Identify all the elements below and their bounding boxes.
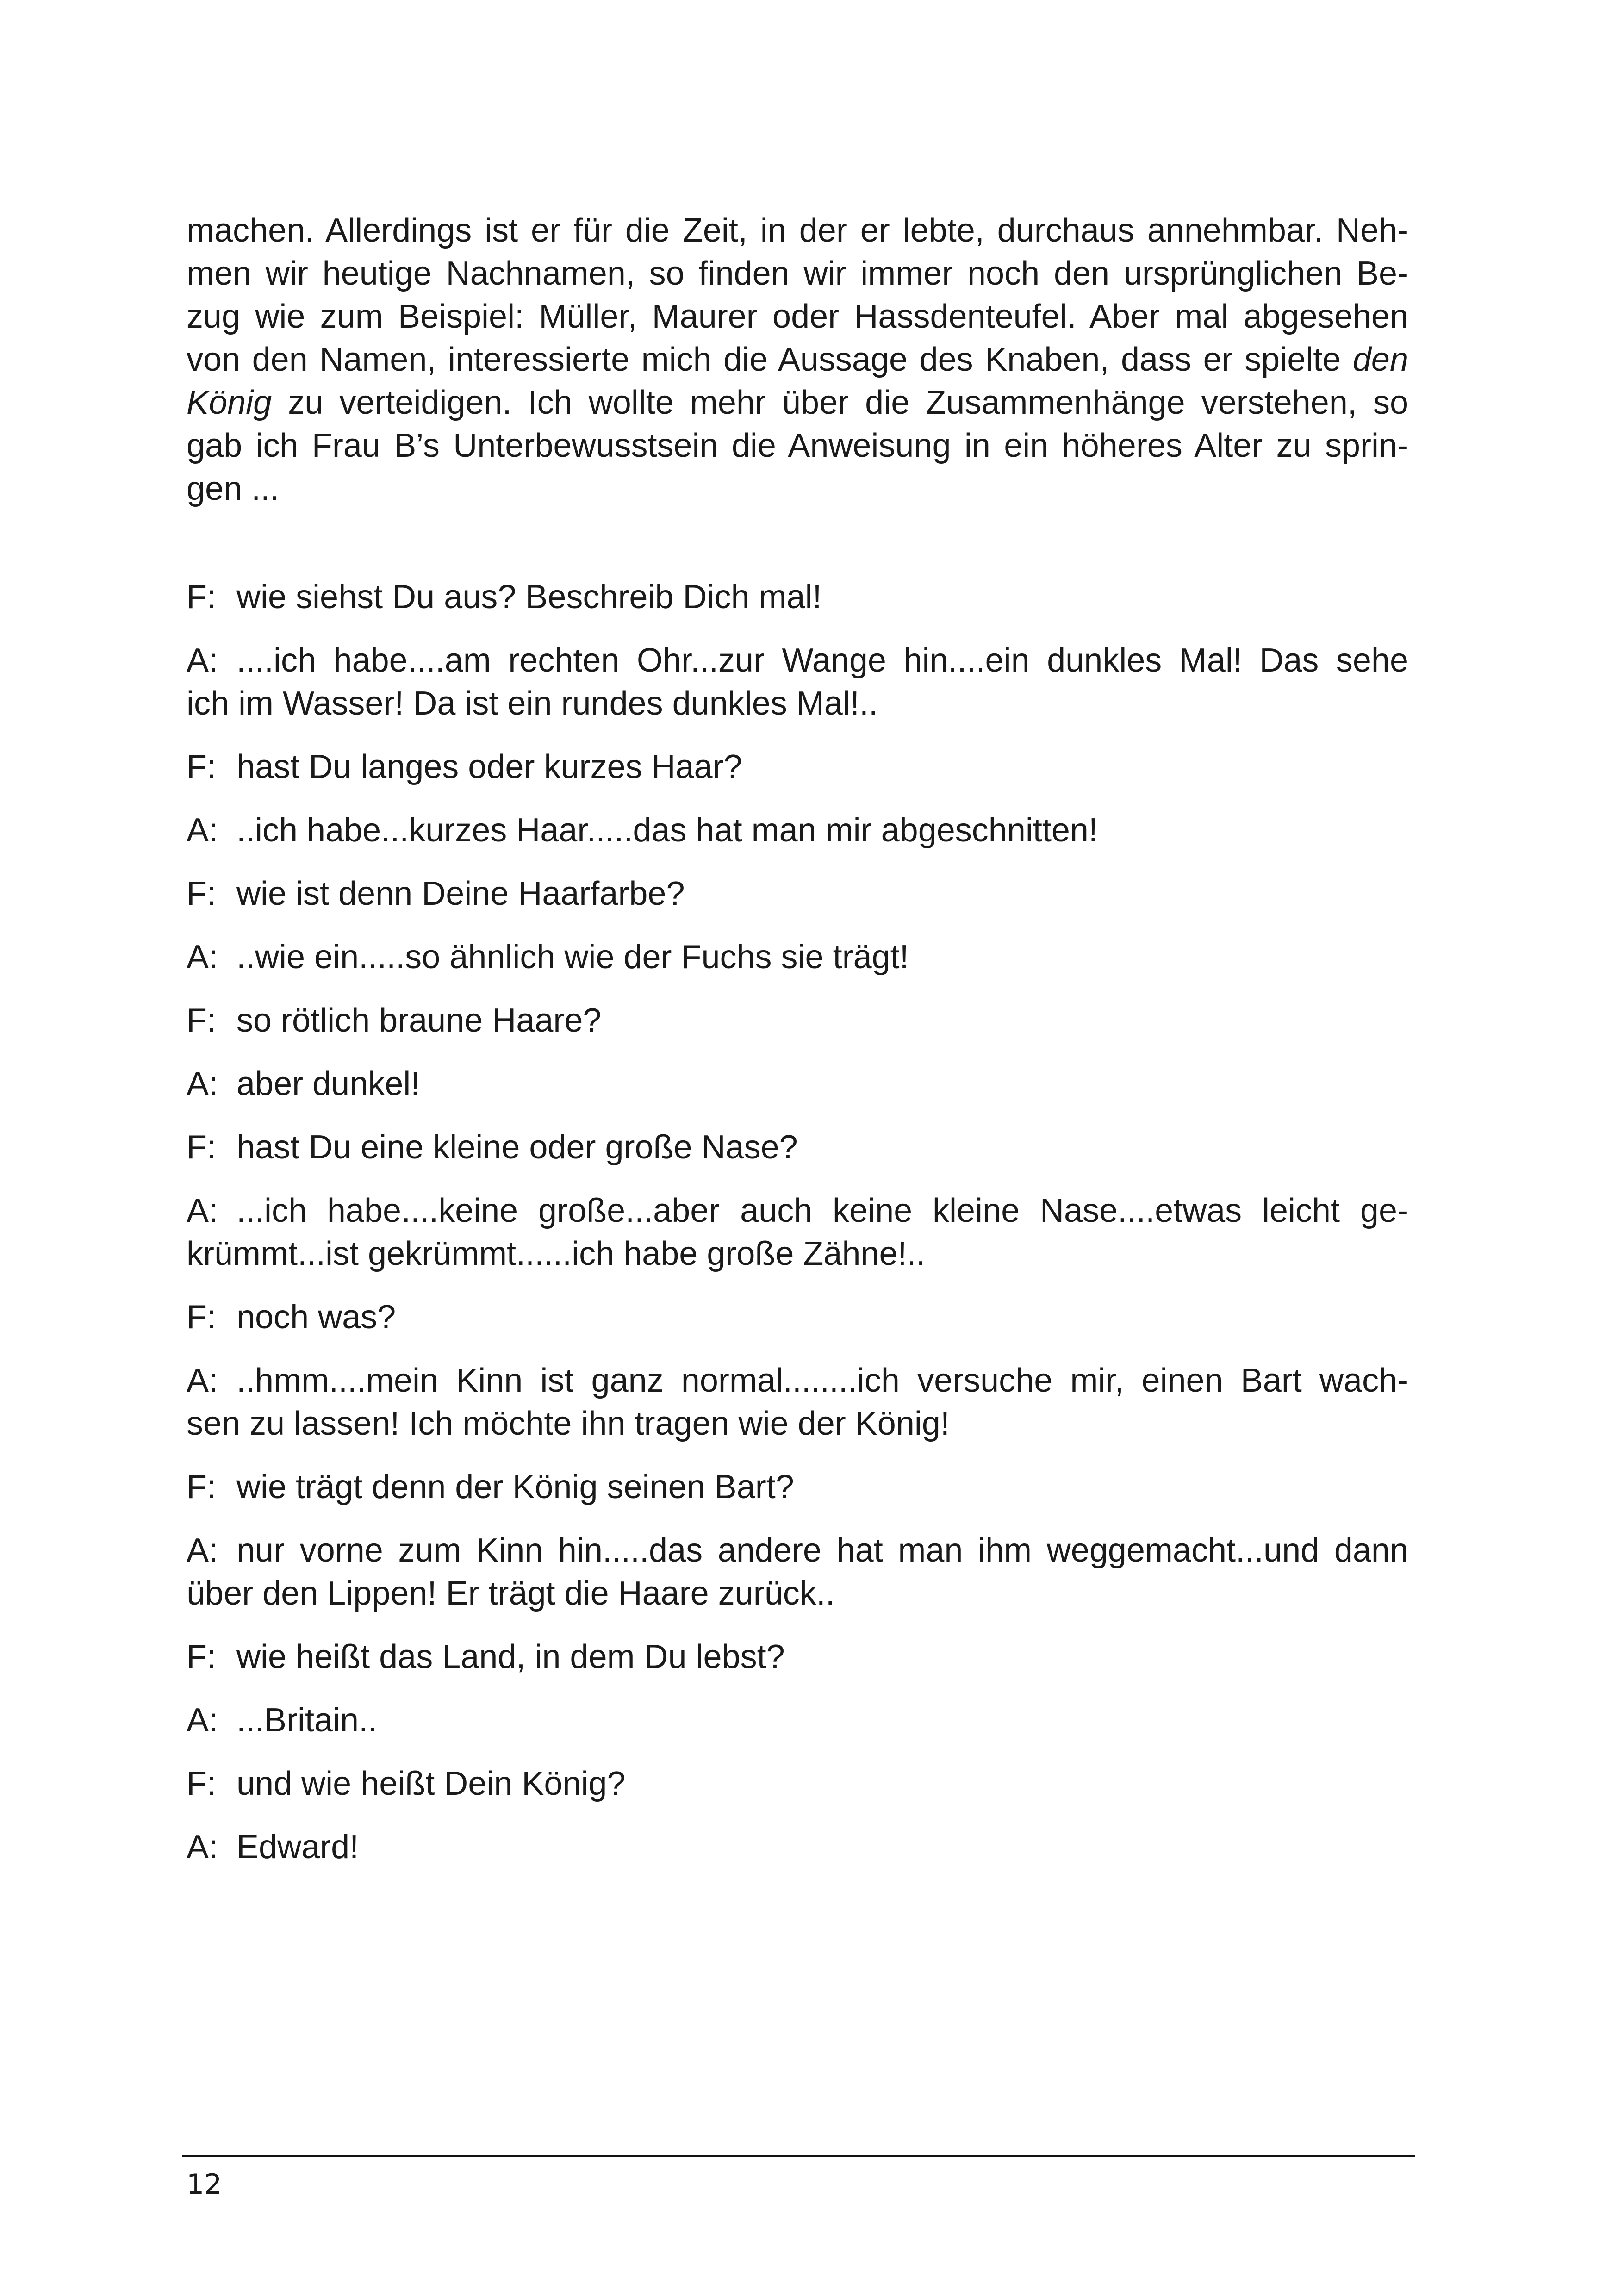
dialog-transcript [187, 576, 1408, 1889]
dialog-line [187, 1296, 1408, 1339]
dialog-turn [187, 639, 1408, 725]
speaker-label: F: [187, 579, 216, 616]
utterance-text: ...Britain.. [236, 1702, 378, 1739]
utterance-text: hast Du langes oder kurzes Haar? [236, 748, 742, 785]
utterance-text: wie siehst Du aus? Beschreib Dich mal! [236, 579, 822, 616]
dialog-turn [187, 936, 1408, 979]
dialog-line [187, 809, 1408, 852]
dialog-line [187, 1826, 1408, 1869]
dialog-line [187, 1699, 1408, 1742]
utterance-text: ..ich habe...kurzes Haar.....das hat man mir abgeschnitten! [236, 812, 1098, 849]
speaker-label: A: [187, 1829, 218, 1866]
utterance-text: ..hmm....mein Kinn ist ganz normal........ich versuche mir, einen Bart wach- [236, 1362, 1408, 1399]
footer-divider [182, 2155, 1415, 2157]
utterance-text: so rötlich braune Haare? [236, 1002, 602, 1039]
dialog-line [187, 1063, 1408, 1106]
dialog-line [187, 682, 1408, 725]
speaker-label: F: [187, 1468, 216, 1506]
intro-line-text: von den Namen, interessierte mich die Aussage des Knaben, dass er spielte [187, 341, 1353, 378]
utterance-text: wie ist denn Deine Haarfarbe? [236, 875, 685, 912]
dialog-line [187, 1189, 1408, 1232]
utterance-text: sen zu lassen! Ich möchte ihn tragen wie der König! [187, 1405, 950, 1442]
speaker-label: F: [187, 1299, 216, 1336]
dialog-line [187, 1762, 1408, 1805]
dialog-turn [187, 1359, 1408, 1445]
speaker-label: F: [187, 1002, 216, 1039]
speaker-label: A: [187, 1532, 218, 1569]
dialog-line [187, 746, 1408, 789]
dialog-turn [187, 1189, 1408, 1276]
dialog-turn [187, 1636, 1408, 1679]
dialog-turn [187, 1529, 1408, 1615]
dialog-turn [187, 1126, 1408, 1169]
intro-line: men wir heutige Nachnamen, so finden wir immer noch den ursprünglichen Be- [187, 255, 1408, 292]
dialog-turn [187, 999, 1408, 1042]
intro-line: zug wie zum Beispiel: Müller, Maurer oder Hassdenteufel. Aber mal abgesehen [187, 298, 1408, 335]
utterance-text: wie heißt das Land, in dem Du lebst? [236, 1638, 785, 1675]
dialog-turn [187, 1699, 1408, 1742]
dialog-line [187, 1466, 1408, 1509]
intro-line: machen. Allerdings ist er für die Zeit, in der er lebte, durchaus annehmbar. Neh- [187, 212, 1408, 249]
dialog-turn [187, 1466, 1408, 1509]
utterance-text: ..wie ein.....so ähnlich wie der Fuchs sie trägt! [236, 939, 909, 976]
dialog-line [187, 1359, 1408, 1402]
intro-line [187, 338, 1408, 381]
intro-line [187, 381, 1408, 424]
speaker-label: A: [187, 642, 218, 679]
utterance-text: Edward! [236, 1829, 359, 1866]
utterance-text: krümmt...ist gekrümmt......ich habe große Zähne!.. [187, 1235, 926, 1272]
dialog-turn [187, 1296, 1408, 1339]
dialog-line [187, 999, 1408, 1042]
dialog-line [187, 1232, 1408, 1276]
dialog-line [187, 639, 1408, 682]
speaker-label: A: [187, 1065, 218, 1102]
speaker-label: F: [187, 1765, 216, 1802]
speaker-label: A: [187, 1192, 218, 1229]
page-number: 12 [187, 2168, 222, 2201]
speaker-label: A: [187, 1362, 218, 1399]
dialog-line [187, 576, 1408, 619]
italic-emphasis: den [1352, 341, 1408, 378]
speaker-label: F: [187, 1638, 216, 1675]
dialog-line [187, 936, 1408, 979]
dialog-line [187, 1636, 1408, 1679]
intro-line: gab ich Frau B’s Unterbewusstsein die Anweisung in ein höheres Alter zu sprin- [187, 427, 1408, 464]
intro-line: gen ... [187, 470, 280, 507]
utterance-text: nur vorne zum Kinn hin.....das andere hat man ihm weggemacht...und dann [236, 1532, 1408, 1569]
intro-line-text: zu verteidigen. Ich wollte mehr über die Zusammenhänge verstehen, so [272, 384, 1408, 421]
dialog-turn [187, 1063, 1408, 1106]
utterance-text: über den Lippen! Er trägt die Haare zurück.. [187, 1575, 835, 1612]
speaker-label: A: [187, 812, 218, 849]
utterance-text: wie trägt denn der König seinen Bart? [236, 1468, 794, 1506]
intro-paragraph [187, 209, 1408, 510]
utterance-text: noch was? [236, 1299, 396, 1336]
dialog-turn [187, 809, 1408, 852]
dialog-line [187, 872, 1408, 915]
italic-emphasis: König [187, 384, 272, 421]
dialog-line [187, 1529, 1408, 1572]
speaker-label: A: [187, 939, 218, 976]
dialog-turn [187, 1826, 1408, 1869]
dialog-turn [187, 576, 1408, 619]
utterance-text: ich im Wasser! Da ist ein rundes dunkles Mal!.. [187, 685, 878, 722]
speaker-label: A: [187, 1702, 218, 1739]
utterance-text: und wie heißt Dein König? [236, 1765, 626, 1802]
dialog-line [187, 1126, 1408, 1169]
speaker-label: F: [187, 748, 216, 785]
dialog-turn [187, 746, 1408, 789]
dialog-turn [187, 872, 1408, 915]
speaker-label: F: [187, 1129, 216, 1166]
utterance-text: aber dunkel! [236, 1065, 420, 1102]
utterance-text: hast Du eine kleine oder große Nase? [236, 1129, 798, 1166]
speaker-label: F: [187, 875, 216, 912]
utterance-text: ....ich habe....am rechten Ohr...zur Wange hin....ein dunkles Mal! Das sehe [236, 642, 1408, 679]
utterance-text: ...ich habe....keine große...aber auch keine kleine Nase....etwas leicht ge- [236, 1192, 1408, 1229]
dialog-line [187, 1402, 1408, 1445]
dialog-turn [187, 1762, 1408, 1805]
dialog-line [187, 1572, 1408, 1615]
